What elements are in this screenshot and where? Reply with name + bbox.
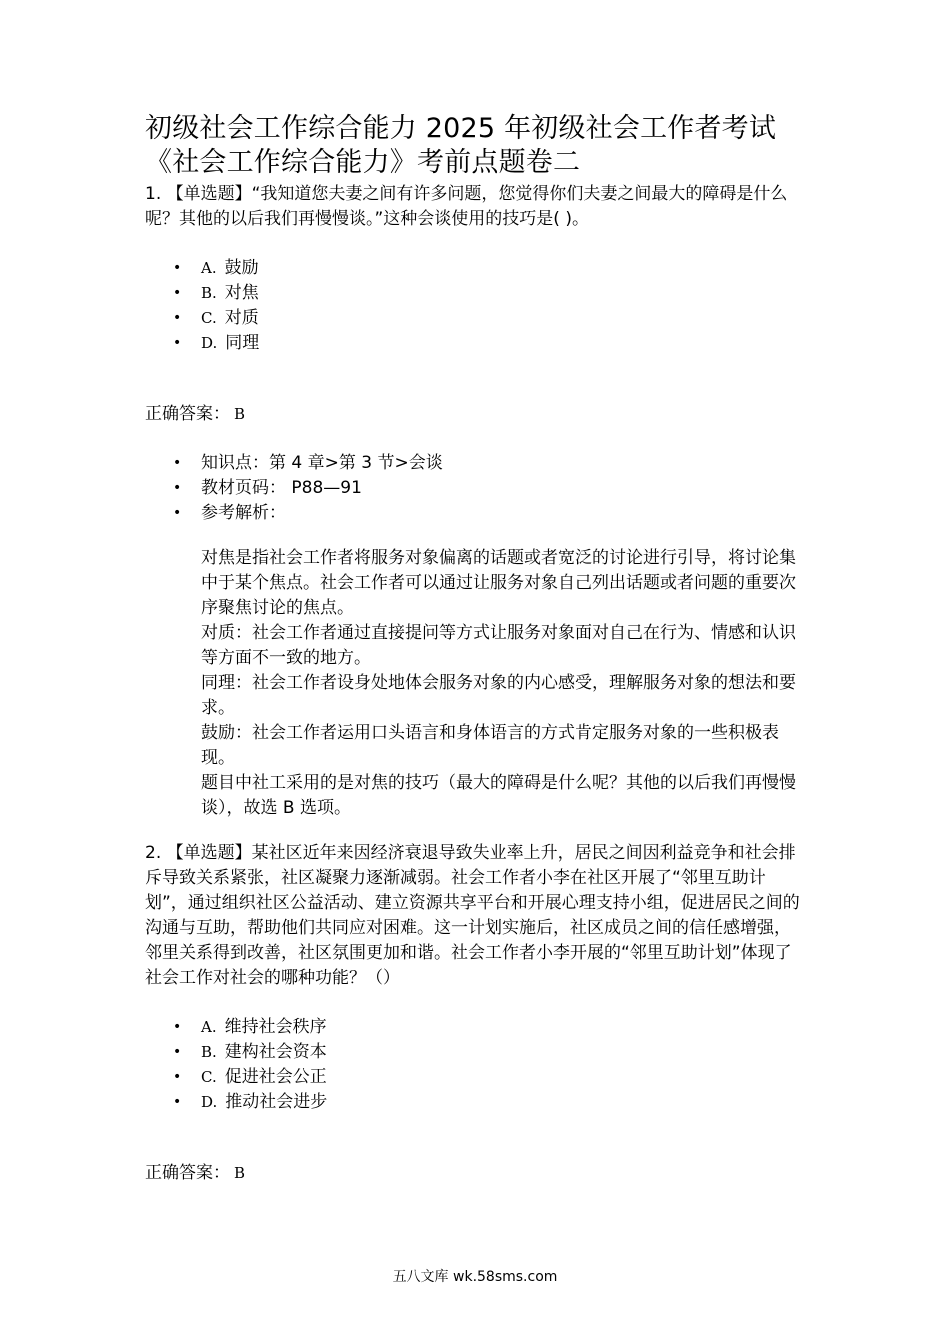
textbook-pages: • 教材页码： P88—91 [173,478,362,498]
option-item: • C. 对质 [173,308,259,328]
footer-watermark: 五八文库 wk.58sms.com [392,1269,558,1285]
document-page [145,112,805,1186]
document-title: 初级社会工作综合能力 2025 年初级社会工作者考试《社会工作综合能力》考前点题卷二 [145,113,777,178]
option-item: • D. 同理 [173,333,260,353]
analysis-label: • 参考解析： [173,503,286,523]
option-item: • A. 鼓励 [173,258,259,278]
analysis-paragraph: 题目中社工采用的是对焦的技巧（最大的障碍是什么呢？其他的以后我们再慢慢谈），故选 B 选项。 [201,773,796,818]
option-item: • B. 对焦 [173,283,259,303]
analysis-paragraph: 鼓励：社会工作者运用口头语言和身体语言的方式肯定服务对象的一些积极表现。 [201,723,779,768]
analysis-text [201,546,805,821]
option-item: • C. 促进社会公正 [173,1067,327,1087]
question-1-answer: 正确答案： B [145,404,246,424]
analysis-paragraph: 同理：社会工作者设身处地体会服务对象的内心感受，理解服务对象的想法和要求。 [201,673,796,718]
question-1-options [145,256,805,356]
option-item: • B. 建构社会资本 [173,1042,327,1062]
analysis-paragraph: 对质：社会工作者通过直接提问等方式让服务对象面对自己在行为、情感和认识等方面不一致的地方。 [201,623,796,668]
knowledge-point: • 知识点：第 4 章>第 3 节>会谈 [173,453,443,473]
question-1-meta [145,451,805,526]
analysis-paragraph: 对焦是指社会工作者将服务对象偏离的话题或者宽泛的讨论进行引导，将讨论集中于某个焦点。社会工作者可以通过让服务对象自己列出话题或者问题的重要次序聚焦讨论的焦点。 [201,548,796,618]
question-2-answer: 正确答案： B [145,1163,246,1183]
question-2-options [145,1015,805,1115]
question-1-stem: 1. 【单选题】“我知道您夫妻之间有许多问题，您觉得你们夫妻之间最大的障碍是什么呢？其他的以后我们再慢慢谈。”这种会谈使用的技巧是( )。 [145,184,788,229]
question-2-stem: 2. 【单选题】某社区近年来因经济衰退导致失业率上升，居民之间因利益竞争和社会排斥导致关系紧张，社区凝聚力逐渐减弱。社会工作者小李在社区开展了“邻里互助计划”，通过组织社区公益活动、建立资源共享平台和开展心理支持小组，促进居民之间的沟通与互助，帮助他们共同应对困难。这一计划实施后，社区成员之间的信任感增强，邻里关系得到改善，社区氛围更加和谐。社会工作者小李开展的“邻里互助计划”体现了社会工作对社会的哪种功能？（） [145,843,800,988]
option-item: • A. 维持社会秩序 [173,1017,327,1037]
option-item: • D. 推动社会进步 [173,1092,328,1112]
